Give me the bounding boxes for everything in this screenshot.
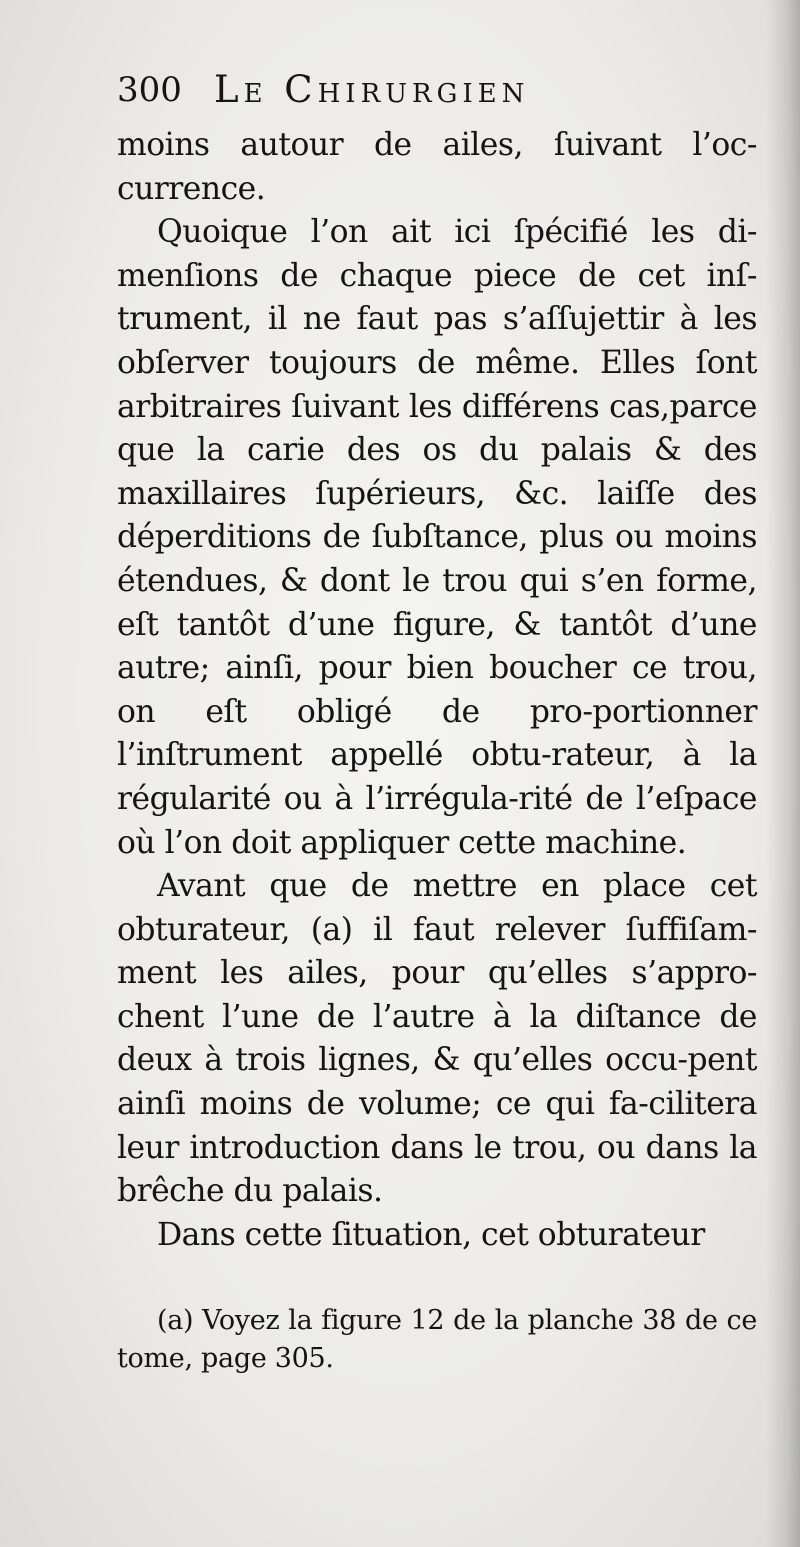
- running-head: Le Chirurgien: [214, 68, 530, 111]
- footnote: [117, 1302, 757, 1378]
- footnote-text: (a) Voyez la figure 12 de la planche 38 de ce tome, page 305.: [117, 1305, 757, 1374]
- page-edge-shadow: [766, 0, 800, 1547]
- paragraph-continuation: moins autour de ailes, ſuivant l’oc-currence.: [117, 127, 757, 207]
- page-header: [117, 62, 757, 118]
- paragraph-dimensions: Quoique l’on ait ici ſpécifié les di-menſions de chaque piece de cet inſ-trument, il ne faut pas s’aſſujettir à les obſerver toujours de même. Elles ſont arbitraires ſuivant les différens cas,parce que la carie des os du palais & des maxillaires ſupérieurs, &c. laiſſe des déperditions de ſubſtance, plus ou moins étendues, & dont le trou qui s’en forme, eſt tantôt d’une figure, & tantôt d’une autre; ainſi, pour bien boucher ce trou, on eſt obligé de pro-portionner l’inſtrument appellé obtu-rateur, à la régularité ou à l’irrégula-rité de l’eſpace où l’on doit appliquer cette machine.: [117, 214, 757, 861]
- page-number: 300: [117, 70, 182, 110]
- paragraph-situation: Dans cette ſituation, cet obturateur: [157, 1216, 705, 1253]
- body-text: [117, 124, 757, 1257]
- paragraph-placement: Avant que de mettre en place cet obturateur, (a) il faut relever ſuffiſam-ment les ailes, pour qu’elles s’appro-chent l’une de l’autre à la diſtance de deux à trois lignes, & qu’elles occu-pent ainſi moins de volume; ce qui fa-cilitera leur introduction dans le trou, ou dans la brêche du palais.: [117, 868, 757, 1210]
